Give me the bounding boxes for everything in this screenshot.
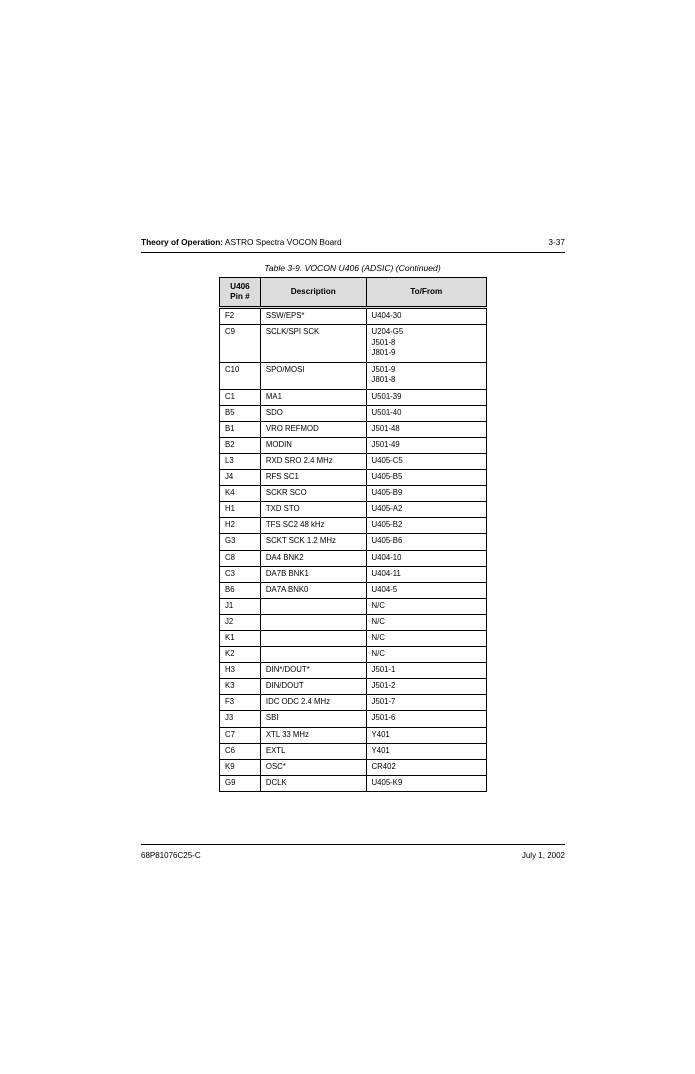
table-row (220, 743, 487, 759)
to-from-cell (366, 775, 486, 791)
to-from-entry: J501-6 (371, 713, 396, 723)
header-section-name: ASTRO Spectra VOCON Board (223, 237, 342, 247)
pin-cell: B5 (220, 405, 261, 421)
footer-doc-number: 68P81076C25-C (141, 851, 201, 860)
description-cell: TFS SC2 48 kHz (260, 518, 366, 534)
to-from-cell (366, 631, 486, 647)
to-from-entry: U501-39 (371, 391, 402, 401)
description-cell: SSW/EPS* (260, 308, 366, 325)
table-row (220, 598, 487, 614)
table-row (220, 362, 487, 389)
pin-cell: B6 (220, 582, 261, 598)
footer-rule (141, 844, 565, 845)
table-row (220, 727, 487, 743)
to-from-entry: U405-B9 (371, 488, 403, 498)
description-cell: SPO/MOSI (260, 362, 366, 389)
to-from-cell (366, 486, 486, 502)
to-from-cell (366, 518, 486, 534)
table-row (220, 470, 487, 486)
to-from-cell (366, 759, 486, 775)
column-header-pin (220, 278, 261, 308)
to-from-entry: U501-40 (371, 407, 402, 417)
running-header (141, 237, 565, 247)
header-section-lead: Theory of Operation: (141, 237, 224, 247)
to-from-entry: J501-8 (371, 337, 396, 347)
table-row (220, 582, 487, 598)
to-from-entry: U404-30 (371, 311, 402, 320)
to-from-cell (366, 727, 486, 743)
to-from-cell (366, 325, 486, 363)
running-footer (141, 851, 565, 860)
pin-cell: G9 (220, 775, 261, 791)
table-row (220, 663, 487, 679)
description-cell: DA4 BNK2 (260, 550, 366, 566)
header-page-number: 3-37 (548, 237, 565, 247)
table-header-row (220, 278, 487, 308)
description-cell: IDC ODC 2.4 MHz (260, 695, 366, 711)
to-from-cell (366, 647, 486, 663)
pin-cell: C3 (220, 566, 261, 582)
to-from-entry: U204-G5 (371, 327, 404, 337)
to-from-entry: U404-5 (371, 584, 398, 594)
table-row (220, 453, 487, 469)
pin-cell: C9 (220, 325, 261, 363)
to-from-entry: N/C (371, 649, 385, 659)
pin-cell: J1 (220, 598, 261, 614)
table-caption: Table 3-9. VOCON U406 (ADSIC) (Continued) (264, 263, 441, 273)
to-from-entry: U405-A2 (371, 504, 403, 514)
pin-cell: K3 (220, 679, 261, 695)
table-row (220, 437, 487, 453)
column-header-pin-line1: U406 (230, 282, 250, 291)
to-from-cell (366, 598, 486, 614)
pin-cell: K4 (220, 486, 261, 502)
to-from-entry: Y401 (371, 745, 390, 755)
to-from-entry: CR402 (371, 761, 396, 771)
table-row (220, 486, 487, 502)
to-from-cell (366, 470, 486, 486)
header-section-title (141, 237, 342, 247)
to-from-entry: N/C (371, 600, 385, 610)
to-from-cell (366, 362, 486, 389)
table-row (220, 775, 487, 791)
pin-cell: H2 (220, 518, 261, 534)
to-from-entry: J501-7 (371, 697, 396, 707)
pin-cell: K9 (220, 759, 261, 775)
to-from-cell (366, 437, 486, 453)
table-row (220, 325, 487, 363)
pin-cell: C1 (220, 389, 261, 405)
pin-cell: G3 (220, 534, 261, 550)
to-from-cell (366, 566, 486, 582)
table-row (220, 308, 487, 325)
pin-cell: B2 (220, 437, 261, 453)
description-cell: DA7B BNK1 (260, 566, 366, 582)
table-row (220, 647, 487, 663)
table-row (220, 695, 487, 711)
header-rule (141, 252, 565, 253)
to-from-cell (366, 614, 486, 630)
pin-cell: K1 (220, 631, 261, 647)
pin-cell: L3 (220, 453, 261, 469)
table-row (220, 566, 487, 582)
description-cell: DCLK (260, 775, 366, 791)
pin-cell: J3 (220, 711, 261, 727)
to-from-cell (366, 663, 486, 679)
to-from-cell (366, 679, 486, 695)
pin-cell: C6 (220, 743, 261, 759)
pin-table (219, 277, 487, 792)
table-row (220, 405, 487, 421)
description-cell: XTL 33 MHz (260, 727, 366, 743)
pin-cell: C7 (220, 727, 261, 743)
table-row (220, 614, 487, 630)
description-cell: DIN/DOUT (260, 679, 366, 695)
to-from-entry: J501-9 (371, 364, 396, 374)
description-cell: SCKR SCO (260, 486, 366, 502)
pin-cell: C8 (220, 550, 261, 566)
description-cell: DA7A BNK0 (260, 582, 366, 598)
to-from-entry: N/C (371, 616, 385, 626)
to-from-entry: U405-K9 (371, 777, 403, 787)
table-row (220, 631, 487, 647)
table-row (220, 421, 487, 437)
pin-cell: J2 (220, 614, 261, 630)
description-cell (260, 614, 366, 630)
column-header-pin-line2: Pin # (230, 292, 250, 301)
description-cell: TXD STO (260, 502, 366, 518)
description-cell: DIN*/DOUT* (260, 663, 366, 679)
to-from-cell (366, 711, 486, 727)
description-cell: SCLK/SPI SCK (260, 325, 366, 363)
to-from-cell (366, 421, 486, 437)
to-from-entry: J501-1 (371, 665, 396, 675)
to-from-cell (366, 550, 486, 566)
to-from-cell (366, 502, 486, 518)
to-from-entry: U405-B2 (371, 520, 403, 530)
column-header-description: Description (260, 278, 366, 308)
to-from-entry: J801-8 (371, 375, 396, 385)
table-row (220, 534, 487, 550)
to-from-cell (366, 308, 486, 325)
to-from-entry: J501-2 (371, 681, 396, 691)
table-row (220, 518, 487, 534)
to-from-entry: J801-9 (371, 348, 396, 358)
table-row (220, 679, 487, 695)
description-cell: MA1 (260, 389, 366, 405)
pin-cell: H3 (220, 663, 261, 679)
to-from-cell (366, 582, 486, 598)
table-body (220, 308, 487, 792)
description-cell: MODIN (260, 437, 366, 453)
description-cell: SBI (260, 711, 366, 727)
to-from-entry: U405-B5 (371, 472, 403, 482)
description-cell (260, 647, 366, 663)
to-from-entry: J501-48 (371, 423, 400, 433)
to-from-entry: N/C (371, 633, 385, 642)
to-from-cell (366, 389, 486, 405)
table-row (220, 502, 487, 518)
description-cell: RFS SC1 (260, 470, 366, 486)
description-cell (260, 598, 366, 614)
to-from-entry: J501-49 (371, 439, 400, 449)
footer-date: July 1, 2002 (521, 851, 565, 860)
table-row (220, 759, 487, 775)
to-from-entry: U405-B6 (371, 536, 403, 546)
description-cell: SCKT SCK 1.2 MHz (260, 534, 366, 550)
description-cell (260, 631, 366, 647)
pin-cell: C10 (220, 362, 261, 389)
to-from-cell (366, 453, 486, 469)
pin-cell: F3 (220, 695, 261, 711)
to-from-cell (366, 405, 486, 421)
description-cell: VRO REFMOD (260, 421, 366, 437)
description-cell: OSC* (260, 759, 366, 775)
to-from-entry: U404-10 (371, 552, 402, 562)
description-cell: EXTL (260, 743, 366, 759)
pin-cell: K2 (220, 647, 261, 663)
to-from-entry: U405-C5 (371, 455, 403, 465)
pin-cell: F2 (220, 308, 261, 325)
description-cell: SDO (260, 405, 366, 421)
table-row (220, 389, 487, 405)
table-row (220, 550, 487, 566)
pin-cell: B1 (220, 421, 261, 437)
description-cell: RXD SRO 2.4 MHz (260, 453, 366, 469)
table-row (220, 711, 487, 727)
to-from-entry: Y401 (371, 729, 390, 739)
to-from-cell (366, 534, 486, 550)
column-header-to-from: To/From (366, 278, 486, 308)
to-from-cell (366, 695, 486, 711)
pin-cell: H1 (220, 502, 261, 518)
to-from-entry: U404-11 (371, 568, 401, 578)
to-from-cell (366, 743, 486, 759)
pin-cell: J4 (220, 470, 261, 486)
